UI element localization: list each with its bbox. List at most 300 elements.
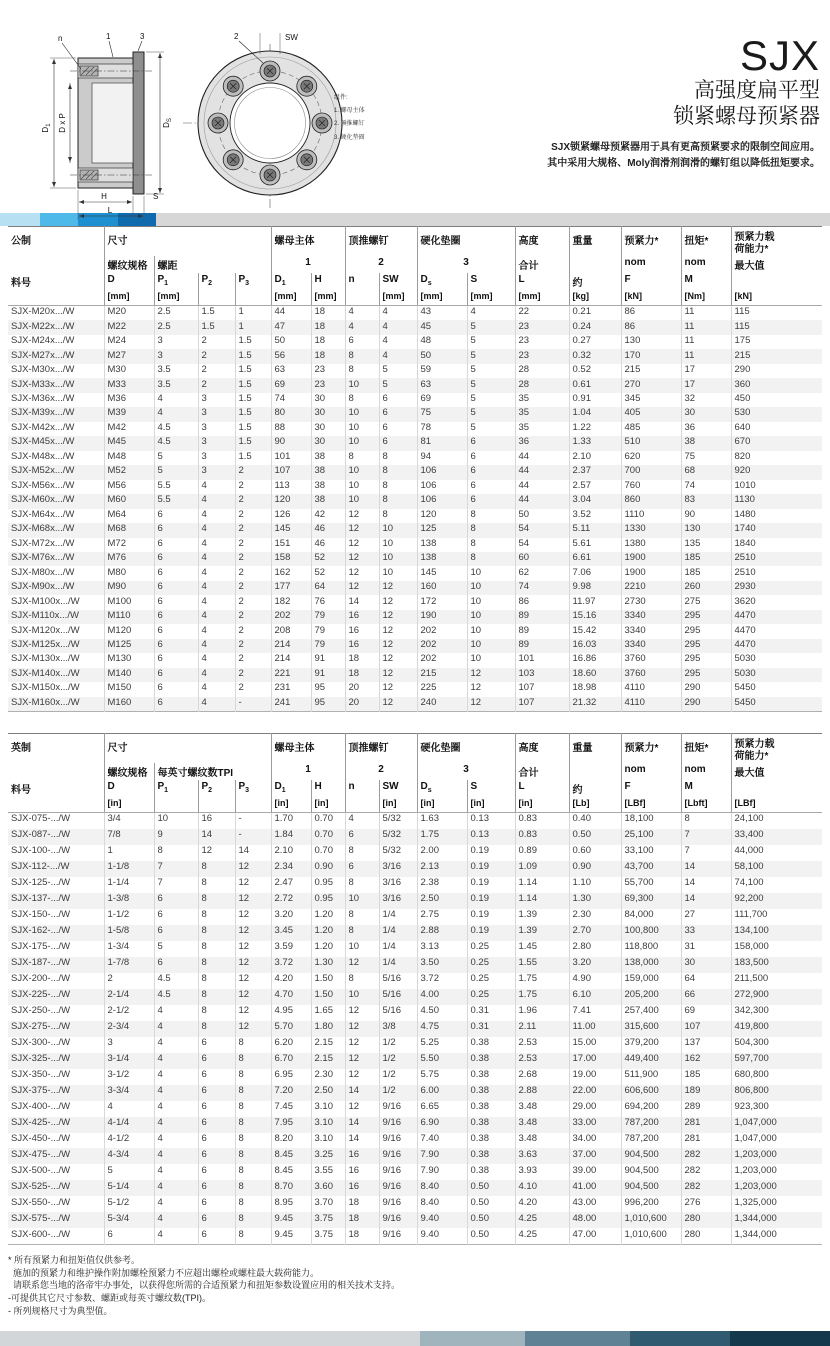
value-cell: 9/16: [379, 1228, 417, 1244]
part-number-cell: SJX-M48x.../W: [11, 450, 75, 462]
value-cell: 38: [311, 480, 345, 494]
value-cell: 7: [681, 845, 731, 861]
value-cell: 2.5: [154, 320, 198, 334]
value-cell: 33.00: [569, 1117, 621, 1133]
value-cell: 2: [198, 378, 235, 392]
label-sw: SW: [285, 33, 298, 42]
value-cell: 0.70: [311, 829, 345, 845]
value-cell: 9/16: [379, 1212, 417, 1228]
value-cell: 6: [198, 1117, 235, 1133]
value-cell: 89: [515, 610, 569, 624]
value-cell: 78: [417, 422, 467, 436]
thread-spec-label: 螺纹规格: [104, 256, 154, 273]
value-cell: 0.50: [467, 1228, 515, 1244]
nom-label: nom: [681, 763, 731, 780]
value-cell: 6: [198, 1085, 235, 1101]
table-row: [8, 1196, 822, 1212]
value-cell: 12: [379, 624, 417, 638]
value-cell: 8: [235, 1180, 271, 1196]
table-row: [8, 877, 822, 893]
value-cell: 4: [198, 523, 235, 537]
value-cell: -: [235, 697, 271, 712]
value-cell: 6.95: [271, 1069, 311, 1085]
value-cell: 64: [681, 973, 731, 989]
value-cell: 4.5: [154, 422, 198, 436]
value-cell: 1: [235, 306, 271, 321]
value-cell: 5: [467, 349, 515, 363]
value-cell: 38: [311, 494, 345, 508]
value-cell: 159,000: [621, 973, 681, 989]
value-cell: 2730: [621, 595, 681, 609]
value-cell: 3: [198, 436, 235, 450]
value-cell: 14: [681, 861, 731, 877]
value-cell: 11.97: [569, 595, 621, 609]
table-row: [8, 973, 822, 989]
value-cell: 4.20: [515, 1196, 569, 1212]
value-cell: 3.5: [154, 364, 198, 378]
value-cell: 8: [345, 925, 379, 941]
value-cell: 7: [154, 861, 198, 877]
value-cell: -: [235, 829, 271, 845]
value-cell: 6.70: [271, 1053, 311, 1069]
value-cell: 172: [417, 595, 467, 609]
value-cell: 597,700: [731, 1053, 822, 1069]
value-cell: 0.25: [467, 973, 515, 989]
value-cell: 44: [515, 465, 569, 479]
value-cell: M120: [104, 624, 154, 638]
value-cell: 0.50: [569, 829, 621, 845]
value-cell: 6: [467, 465, 515, 479]
value-cell: 8: [198, 861, 235, 877]
value-cell: 0.38: [467, 1164, 515, 1180]
value-cell: 115: [731, 320, 822, 334]
table-row: [8, 925, 822, 941]
value-cell: 241: [271, 697, 311, 712]
value-cell: 1.80: [311, 1021, 345, 1037]
value-cell: 6.90: [417, 1117, 467, 1133]
component-number-3: 3: [417, 256, 515, 273]
value-cell: 8.20: [271, 1133, 311, 1149]
value-cell: 183,500: [731, 957, 822, 973]
value-cell: 91: [311, 653, 345, 667]
value-cell: 4.10: [515, 1180, 569, 1196]
value-cell: 7: [154, 877, 198, 893]
front-view-drawing: [183, 32, 357, 210]
value-cell: 1-5/8: [104, 925, 154, 941]
value-cell: M48: [104, 451, 154, 465]
value-cell: 1.5: [198, 306, 235, 321]
value-cell: 295: [681, 639, 731, 653]
value-cell: 2.15: [311, 1053, 345, 1069]
value-cell: 6: [154, 566, 198, 580]
value-cell: 12: [345, 566, 379, 580]
value-cell: 8.40: [417, 1196, 467, 1212]
value-cell: 8: [235, 1069, 271, 1085]
part-number-cell: SJX-087-.../W: [11, 829, 71, 841]
value-cell: 24,100: [731, 813, 822, 829]
value-cell: 3: [198, 393, 235, 407]
value-cell: 12: [235, 941, 271, 957]
value-cell: 0.83: [515, 829, 569, 845]
value-cell: 4: [154, 407, 198, 421]
value-cell: 14: [345, 595, 379, 609]
value-cell: 449,400: [621, 1053, 681, 1069]
value-cell: 16: [198, 813, 235, 829]
value-cell: 135: [681, 538, 731, 552]
label-l: L: [107, 206, 113, 215]
value-cell: 3-1/4: [104, 1053, 154, 1069]
torque-group-label: 扭矩*: [681, 227, 731, 257]
value-cell: 74: [271, 393, 311, 407]
value-cell: 2: [198, 335, 235, 349]
value-cell: 8: [235, 1037, 271, 1053]
value-cell: 8: [681, 813, 731, 829]
part-number-cell: SJX-M140x.../W: [11, 667, 80, 679]
value-cell: 14: [345, 1133, 379, 1149]
value-cell: 8: [379, 451, 417, 465]
value-cell: 214: [271, 653, 311, 667]
part-number-cell: SJX-200-.../W: [11, 973, 71, 984]
value-cell: 0.91: [569, 393, 621, 407]
value-cell: 185: [681, 1069, 731, 1085]
col-unit: [345, 798, 379, 813]
washer-group-label: 硬化垫圈: [417, 227, 515, 257]
value-cell: 8: [235, 1212, 271, 1228]
col-unit: [235, 291, 271, 306]
value-cell: 44: [515, 480, 569, 494]
part-number-cell: SJX-300-.../W: [11, 1036, 71, 1048]
value-cell: 1480: [731, 509, 822, 523]
part-number-cell: SJX-112-.../W: [11, 861, 70, 873]
system-label: 英制: [11, 743, 31, 755]
value-cell: 0.38: [467, 1117, 515, 1133]
value-cell: 2: [104, 973, 154, 989]
value-cell: 3.10: [311, 1101, 345, 1117]
value-cell: M24: [104, 335, 154, 349]
page-header: [0, 0, 830, 213]
value-cell: M125: [104, 639, 154, 653]
value-cell: 3: [198, 465, 235, 479]
value-cell: 257,400: [621, 1005, 681, 1021]
value-cell: 5: [467, 320, 515, 334]
value-cell: 10: [345, 436, 379, 450]
value-cell: 66: [681, 989, 731, 1005]
value-cell: 76: [311, 595, 345, 609]
value-cell: 138: [417, 538, 467, 552]
value-cell: 46: [311, 538, 345, 552]
value-cell: 3.55: [311, 1164, 345, 1180]
value-cell: 177: [271, 581, 311, 595]
value-cell: 23: [311, 378, 345, 392]
value-cell: 1.20: [311, 925, 345, 941]
value-cell: 4: [198, 610, 235, 624]
value-cell: 2210: [621, 581, 681, 595]
col-unit: [mm]: [104, 291, 154, 306]
value-cell: 6: [467, 451, 515, 465]
value-cell: 2: [235, 538, 271, 552]
value-cell: 205,200: [621, 989, 681, 1005]
value-cell: 5/32: [379, 829, 417, 845]
value-cell: 5: [467, 393, 515, 407]
value-cell: 14: [681, 877, 731, 893]
label-s: S: [153, 192, 159, 201]
label-1: 1: [106, 32, 111, 41]
col-unit: [Lbft]: [681, 798, 731, 813]
value-cell: 75: [417, 407, 467, 421]
value-cell: 10: [379, 552, 417, 566]
value-cell: 4: [154, 1053, 198, 1069]
value-cell: 0.38: [467, 1085, 515, 1101]
value-cell: 41.00: [569, 1180, 621, 1196]
value-cell: 2.68: [515, 1069, 569, 1085]
table-row: [8, 697, 822, 712]
value-cell: 4: [154, 1133, 198, 1149]
table-row: [8, 364, 822, 378]
value-cell: 103: [515, 668, 569, 682]
component-number-3: 3: [417, 763, 515, 780]
value-cell: 37.00: [569, 1148, 621, 1164]
value-cell: 1.70: [271, 813, 311, 829]
value-cell: 3.20: [569, 957, 621, 973]
value-cell: 3.75: [311, 1228, 345, 1244]
value-cell: 3/16: [379, 861, 417, 877]
part-number-cell: SJX-M42x.../W: [11, 421, 75, 433]
part-number-cell: SJX-450-.../W: [11, 1132, 71, 1144]
value-cell: 107: [271, 465, 311, 479]
value-cell: 60: [515, 552, 569, 566]
value-cell: 83: [681, 494, 731, 508]
value-cell: 47: [271, 320, 311, 334]
value-cell: 7.40: [417, 1133, 467, 1149]
value-cell: 86: [515, 595, 569, 609]
value-cell: 62: [515, 566, 569, 580]
value-cell: 6: [154, 925, 198, 941]
value-cell: 12: [235, 893, 271, 909]
value-cell: 8: [154, 845, 198, 861]
value-cell: 3.50: [417, 957, 467, 973]
value-cell: 8.95: [271, 1196, 311, 1212]
value-cell: 1/4: [379, 957, 417, 973]
table-row: [8, 538, 822, 552]
value-cell: 4470: [731, 639, 822, 653]
value-cell: 0.38: [467, 1069, 515, 1085]
value-cell: 8: [345, 451, 379, 465]
value-cell: 12: [345, 538, 379, 552]
value-cell: 270: [621, 378, 681, 392]
label-n: n: [58, 34, 63, 43]
value-cell: 208: [271, 624, 311, 638]
footer-bar-segment: [525, 1331, 630, 1346]
part-number-cell: SJX-525-.../W: [11, 1180, 71, 1192]
value-cell: 2: [235, 566, 271, 580]
value-cell: 5/16: [379, 1005, 417, 1021]
value-cell: M52: [104, 465, 154, 479]
value-cell: 16: [345, 1148, 379, 1164]
value-cell: 4: [467, 306, 515, 321]
part-number-cell: SJX-400-.../W: [11, 1100, 71, 1112]
value-cell: 18: [345, 1212, 379, 1228]
value-cell: 6.20: [271, 1037, 311, 1053]
value-cell: 3: [154, 335, 198, 349]
value-cell: 5: [154, 941, 198, 957]
value-cell: 20: [345, 697, 379, 712]
value-cell: 5/16: [379, 973, 417, 989]
value-cell: 4.5: [154, 973, 198, 989]
part-number-cell: SJX-M150x.../W: [11, 682, 80, 694]
value-cell: 69: [271, 378, 311, 392]
value-cell: 8: [467, 552, 515, 566]
value-cell: 0.19: [467, 877, 515, 893]
torque-group-label: 扭矩*: [681, 734, 731, 764]
value-cell: 9/16: [379, 1164, 417, 1180]
part-number-cell: SJX-M90x.../W: [11, 581, 75, 593]
value-cell: 3.52: [569, 509, 621, 523]
value-cell: 68: [681, 465, 731, 479]
label-2: 2: [234, 32, 239, 41]
value-cell: 9.40: [417, 1228, 467, 1244]
value-cell: 5450: [731, 682, 822, 696]
value-cell: 10: [345, 941, 379, 957]
table-row: [8, 480, 822, 494]
value-cell: 485: [621, 422, 681, 436]
value-cell: 1,344,000: [731, 1212, 822, 1228]
value-cell: M68: [104, 523, 154, 537]
value-cell: 0.31: [467, 1021, 515, 1037]
value-cell: 680,800: [731, 1069, 822, 1085]
value-cell: 6: [467, 436, 515, 450]
value-cell: 289: [681, 1101, 731, 1117]
part-number-cell: SJX-600-.../W: [11, 1228, 71, 1240]
value-cell: 8: [379, 509, 417, 523]
footer-bar-segment: [0, 1331, 420, 1346]
value-cell: 88: [271, 422, 311, 436]
value-cell: 113: [271, 480, 311, 494]
value-cell: 18: [311, 335, 345, 349]
preload-group-label: 预紧力*: [621, 734, 681, 764]
value-cell: 107: [515, 682, 569, 696]
value-cell: 787,200: [621, 1117, 681, 1133]
table-row: [8, 320, 822, 334]
value-cell: 9/16: [379, 1148, 417, 1164]
value-cell: 1.5: [235, 451, 271, 465]
value-cell: 4: [154, 1101, 198, 1117]
value-cell: 4: [154, 1196, 198, 1212]
value-cell: 1-1/4: [104, 877, 154, 893]
value-cell: 1.30: [569, 893, 621, 909]
value-cell: 5/32: [379, 813, 417, 829]
table-row: [8, 1085, 822, 1101]
value-cell: 10: [467, 639, 515, 653]
value-cell: 5.11: [569, 523, 621, 537]
value-cell: 12: [345, 1101, 379, 1117]
value-cell: 904,500: [621, 1164, 681, 1180]
value-cell: 138,000: [621, 957, 681, 973]
value-cell: 923,300: [731, 1101, 822, 1117]
value-cell: 275: [681, 595, 731, 609]
part-number-cell: SJX-425-.../W: [11, 1116, 71, 1128]
value-cell: 95: [311, 682, 345, 696]
value-cell: 1900: [621, 566, 681, 580]
value-cell: 10: [467, 610, 515, 624]
value-cell: 8: [198, 989, 235, 1005]
value-cell: 18: [345, 1196, 379, 1212]
value-cell: 8: [379, 465, 417, 479]
value-cell: 2.30: [311, 1069, 345, 1085]
value-cell: 10: [345, 893, 379, 909]
value-cell: 5/32: [379, 845, 417, 861]
value-cell: 6: [345, 335, 379, 349]
part-number-cell: SJX-500-.../W: [11, 1164, 71, 1176]
value-cell: M160: [104, 697, 154, 712]
value-cell: 9/16: [379, 1196, 417, 1212]
value-cell: 11: [681, 320, 731, 334]
value-cell: 1.75: [515, 973, 569, 989]
value-cell: 0.90: [569, 861, 621, 877]
table-row: [8, 1164, 822, 1180]
value-cell: 6: [154, 538, 198, 552]
table-row: [8, 335, 822, 349]
value-cell: 8.45: [271, 1164, 311, 1180]
value-cell: 17: [681, 364, 731, 378]
part-number-cell: SJX-162-.../W: [11, 925, 71, 937]
col-unit: [kN]: [621, 291, 681, 306]
part-number-cell: SJX-150-.../W: [11, 909, 71, 921]
value-cell: 35: [515, 393, 569, 407]
value-cell: 202: [417, 639, 467, 653]
value-cell: M100: [104, 595, 154, 609]
value-cell: 0.19: [467, 893, 515, 909]
value-cell: 134,100: [731, 925, 822, 941]
col-letter: $D_1$: [271, 273, 311, 291]
part-number-cell: SJX-137-.../W: [11, 893, 71, 905]
value-cell: 8: [198, 1021, 235, 1037]
table-row: [8, 893, 822, 909]
value-cell: 10: [345, 989, 379, 1005]
value-cell: 160: [417, 581, 467, 595]
value-cell: 6: [198, 1164, 235, 1180]
value-cell: 1010: [731, 480, 822, 494]
value-cell: M72: [104, 538, 154, 552]
footer-bar: [0, 1331, 830, 1346]
table-row: [8, 581, 822, 595]
value-cell: 2-3/4: [104, 1021, 154, 1037]
value-cell: 79: [311, 624, 345, 638]
value-cell: 5-3/4: [104, 1212, 154, 1228]
part-number-cell: SJX-100-.../W: [11, 845, 71, 857]
value-cell: 4: [345, 813, 379, 829]
value-cell: 16: [345, 1180, 379, 1196]
value-cell: 8: [345, 877, 379, 893]
value-cell: 1,325,000: [731, 1196, 822, 1212]
value-cell: 2: [235, 624, 271, 638]
table-row: [8, 378, 822, 392]
value-cell: 295: [681, 668, 731, 682]
component-number-1: 1: [271, 256, 345, 273]
col-letter: D: [104, 780, 154, 798]
value-cell: 6: [345, 861, 379, 877]
table-row: [8, 1133, 822, 1149]
value-cell: M39: [104, 407, 154, 421]
col-unit: [mm]: [379, 291, 417, 306]
value-cell: 12: [345, 1069, 379, 1085]
value-cell: 52: [311, 566, 345, 580]
component-item: 1. 螺母主体: [334, 108, 365, 115]
footnote-line: 请联系您当地的洛帝牢办事处，以获得您所需的合适预紧力和扭矩参数设置应用的相关技术支持。: [13, 1280, 401, 1291]
value-cell: 14: [345, 1085, 379, 1101]
value-cell: 118,800: [621, 941, 681, 957]
value-cell: 8: [198, 925, 235, 941]
value-cell: 1/2: [379, 1053, 417, 1069]
